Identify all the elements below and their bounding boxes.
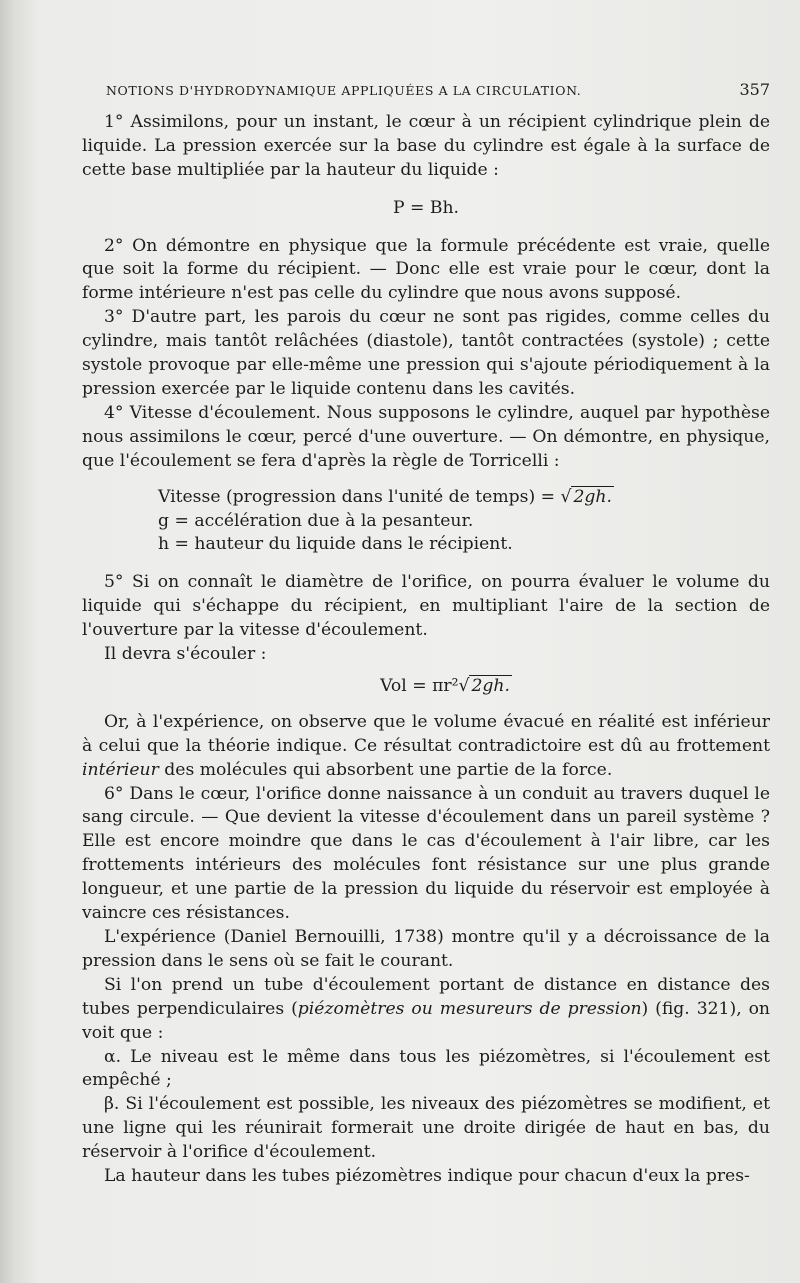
text-block <box>82 78 770 1189</box>
paragraph-5: 5° Si on connaît le diamètre de l'orifice, on pourra évaluer le volume du liquide qui s'échappe du récipient, en multipliant l'aire de la section de l'ouverture par la vitesse d'écoulement. <box>82 572 770 641</box>
paragraph-12: La hauteur dans les tubes piézomètres indique pour chacun d'eux la pres- <box>104 1166 750 1187</box>
paragraph-11: β. Si l'écoulement est possible, les niveaux des piézomètres se modifient, et une ligne qui les réunirait formerait une droite dirigée de haut en bas, du réservoir à l'orifice d'écoulement. <box>82 1094 770 1163</box>
volume-formula-root: 2gh. <box>471 675 510 696</box>
paragraph-6-a: Or, à l'expérience, on observe que le volume évacué en réalité est inférieur à celui que la théorie indique. Ce résultat contradictoire est dû au frottement <box>82 711 770 756</box>
paragraph-10: α. Le niveau est le même dans tous les piézomètres, si l'écoulement est empêché ; <box>82 1046 770 1091</box>
h-definition: h = hauteur du liquide dans le récipient. <box>158 534 513 555</box>
paragraph-9-a: Si l'on prend un tube d'écoulement portant de distance en distance des tubes perpendiculaires ( <box>82 974 770 1019</box>
page-header <box>106 78 770 103</box>
formula-pressure: P = Bh. <box>392 197 460 218</box>
paragraph-6 <box>82 711 770 783</box>
paragraph-5b: Il devra s'écouler : <box>104 644 267 665</box>
g-definition: g = accélération due à la pesanteur. <box>158 510 474 531</box>
speed-formula-text: Vitesse (progression dans l'unité de temps) = <box>158 486 561 507</box>
volume-formula-text: Vol = πr² <box>380 675 459 696</box>
paragraph-6-em: intérieur <box>82 759 159 780</box>
torricelli-formula <box>82 486 770 558</box>
paragraph-1: 1° Assimilons, pour un instant, le cœur à un récipient cylindrique plein de liquide. La pression exercée sur la base du cylindre est égale à la surface de cette base multipliée par la hauteur du liquide : <box>82 111 770 180</box>
paragraph-4: 4° Vitesse d'écoulement. Nous supposons le cylindre, auquel par hypothèse nous assimilons le cœur, percé d'une ouverture. — On démontre, en physique, que l'écoulement se fera d'après la règle de Torricelli : <box>82 402 770 471</box>
paragraph-9-b: ) (fig. 321), on voit que : <box>82 998 770 1043</box>
speed-formula: Vitesse (progression dans l'unité de temps) = √ 2gh. <box>158 486 612 507</box>
running-title: NOTIONS D'HYDRODYNAMIQUE APPLIQUÉES A LA CIRCULATION. <box>106 83 582 98</box>
paragraph-9 <box>82 974 770 1046</box>
paragraph-9-em: piézomètres ou mesureurs de pression <box>297 998 642 1019</box>
page-number: 357 <box>739 80 770 99</box>
volume-formula: Vol = πr²√ 2gh. <box>380 675 510 696</box>
paragraph-8: L'expérience (Daniel Bernouilli, 1738) montre qu'il y a décroissance de la pression dans le sens où se fait le courant. <box>82 927 770 971</box>
paragraph-7: 6° Dans le cœur, l'orifice donne naissance à un conduit au travers duquel le sang circule. — Que devient la vitesse d'écoulement dans un pareil système ? Elle est encore moindre que dans le cas d'écoulement à l'air libre, car les frottements intérieurs des molécules font résistance sur une plus grande longueur, et une partie de la pression du liquide du réservoir est employée à vaincre ces résistances. <box>82 783 770 924</box>
speed-formula-root: 2gh. <box>573 486 612 507</box>
paragraph-3: 3° D'autre part, les parois du cœur ne sont pas rigides, comme celles du cylindre, mais tantôt relâchées (diastole), tantôt contractées (systole) ; cette systole provoque par elle-même une pression qui s'ajoute périodiquement à la pression exercée par le liquide contenu dans les cavités. <box>82 307 770 399</box>
paragraph-6-b: des molécules qui absorbent une partie de la force. <box>158 759 613 780</box>
paragraph-2: 2° On démontre en physique que la formule précédente est vraie, quelle que soit la forme du récipient. — Donc elle est vraie pour le cœur, dont la forme intérieure n'est pas celle du cylindre que nous avons supposé. <box>82 235 770 304</box>
